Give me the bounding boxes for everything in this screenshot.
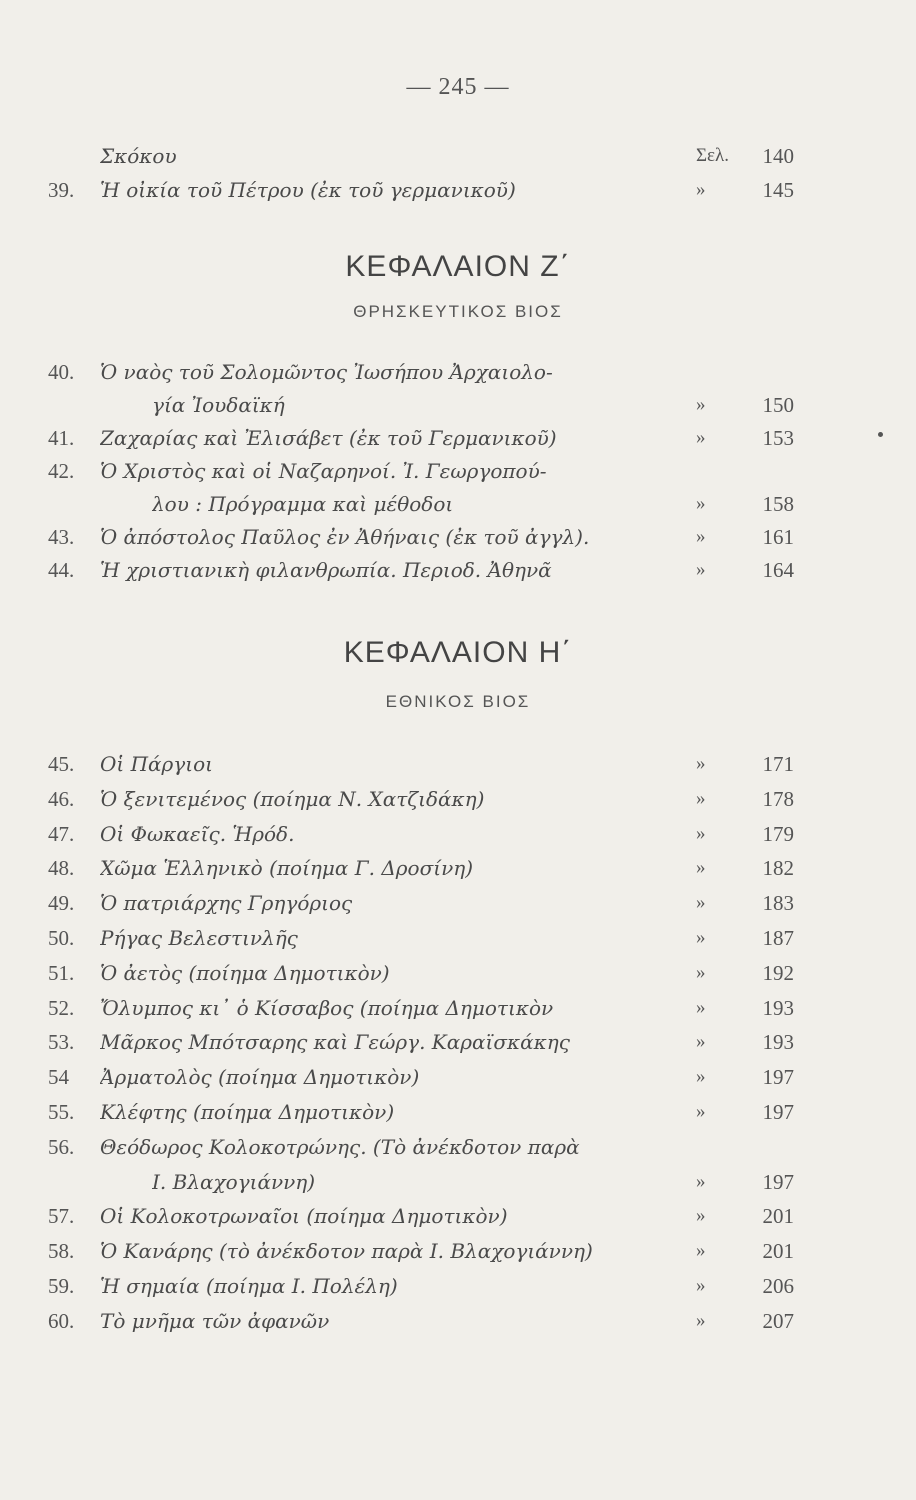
entry-title: Ι. Βλαχογιάννη): [152, 1169, 316, 1194]
entry-number: 43.: [48, 525, 75, 549]
entry-title: Ὁ ἀετὸς (ποίημα Δημοτικὸν): [100, 960, 390, 985]
entry-page-number: 197: [762, 1100, 794, 1124]
chapter-h-heading: ΚΕΦΑΛΑΙΟΝ Η΄: [343, 636, 573, 669]
entry-page-mark: »: [696, 822, 706, 844]
entry-page-mark: »: [696, 996, 706, 1018]
entry-page-number: 161: [762, 525, 794, 549]
entry-title: γία Ἰουδαϊκή: [152, 393, 285, 417]
toc-entry: [48, 1303, 808, 1339]
print-speck: [878, 432, 883, 437]
chapter-z-subheading: ΘΡΗΣΚΕΥΤΙΚΟΣ ΒΙΟΣ: [353, 302, 563, 321]
toc-entry: [48, 1198, 808, 1234]
entry-page-mark: »: [696, 1275, 706, 1296]
entry-page-number: 187: [762, 926, 794, 950]
toc-entry: [48, 1164, 808, 1200]
chapter-z-heading: ΚΕΦΑΛΑΙΟΝ Ζ΄: [345, 250, 571, 283]
entry-page-number: 197: [762, 1169, 794, 1194]
entry-page-mark: »: [696, 394, 706, 415]
entry-number: 39.: [48, 178, 75, 202]
entry-page-mark: »: [696, 526, 706, 547]
entry-page-mark: »: [696, 1066, 706, 1088]
entry-title: Ὄλυμπος κι᾽ ὁ Κίσσαβος (ποίημα Δημοτικὸν: [100, 995, 554, 1020]
entry-page-mark: »: [696, 559, 706, 580]
page-number: — 245 —: [406, 74, 510, 100]
entry-number: 40.: [48, 360, 75, 384]
toc-entry: [48, 1059, 808, 1095]
entry-title: Κλέφτης (ποίημα Δημοτικὸν): [100, 1100, 395, 1124]
entry-title: Μᾶρκος Μπότσαρης καὶ Γεώργ. Καραϊσκάκης: [100, 1030, 570, 1055]
entry-page-number: 171: [762, 752, 794, 776]
toc-entry: [48, 1024, 808, 1060]
toc-entry: [48, 1094, 808, 1130]
entry-page-mark: »: [696, 892, 706, 914]
entry-title: Ἡ σημαία (ποίημα Ι. Πολέλη): [100, 1274, 398, 1298]
entry-page-mark: »: [696, 753, 706, 774]
entry-number: 47.: [48, 821, 75, 846]
entry-number: 46.: [48, 786, 75, 811]
toc-entry: [48, 387, 808, 423]
entry-page-mark: »: [696, 1170, 706, 1192]
entry-title: Ὁ πατριάρχης Γρηγόριος: [100, 891, 353, 916]
entry-page-number: 164: [762, 558, 794, 582]
entry-number: 50.: [48, 926, 75, 950]
entry-page-number: 182: [762, 856, 794, 881]
toc-entry: [48, 850, 808, 886]
entry-page-number: 193: [762, 995, 794, 1020]
toc-entry: [48, 519, 808, 555]
entry-page-mark: »: [696, 1309, 706, 1331]
entry-number: 54: [48, 1065, 69, 1090]
entry-page-number: 145: [762, 178, 794, 202]
entry-title: Ὁ ἀπόστολος Παῦλος ἐν Ἀθήναις (ἐκ τοῦ ἀγγλ).: [100, 525, 590, 549]
toc-entry: [48, 746, 808, 782]
entry-page-number: 192: [762, 960, 794, 985]
entry-title: λου : Πρόγραμμα καὶ μέθοδοι: [152, 492, 454, 516]
entry-title: Ὁ Χριστὸς καὶ οἱ Ναζαρηνοί. Ἰ. Γεωργοπού-: [100, 459, 547, 483]
entry-page-number: 206: [762, 1274, 794, 1298]
entry-page-number: 197: [762, 1065, 794, 1090]
entry-number: 51.: [48, 960, 75, 985]
entry-page-number: 193: [762, 1030, 794, 1055]
toc-entry: [48, 354, 808, 390]
entry-page-mark: »: [696, 787, 706, 809]
entry-page-number: 153: [762, 426, 794, 450]
entry-page-mark: »: [696, 1101, 706, 1122]
entry-number: 60.: [48, 1308, 75, 1333]
entry-title: Ὁ ναὸς τοῦ Σολομῶντος Ἰωσήπου Ἀρχαιολο-: [100, 360, 553, 384]
entry-page-number: 201: [762, 1204, 794, 1229]
toc-entry: [48, 1233, 808, 1269]
entry-page-mark: »: [696, 1240, 706, 1262]
entry-page-number: 140: [762, 144, 794, 168]
entry-number: 57.: [48, 1204, 75, 1229]
entry-page-number: 183: [762, 891, 794, 916]
toc-entry: [48, 453, 808, 489]
toc-entry: [48, 552, 808, 588]
toc-entry: [48, 955, 808, 991]
chapter-h-subheading: ΕΘΝΙΚΟΣ ΒΙΟΣ: [385, 692, 531, 711]
entry-number: 41.: [48, 426, 75, 450]
entry-page-mark: Σελ.: [696, 145, 729, 166]
toc-entry: [48, 920, 808, 956]
entry-page-mark: »: [696, 493, 706, 514]
toc-entry: [48, 1129, 808, 1165]
entry-page-number: 158: [762, 492, 794, 516]
entry-number: 42.: [48, 459, 75, 483]
entry-page-mark: »: [696, 961, 706, 983]
entry-title: Οἱ Φωκαεῖς. Ἡρόδ.: [100, 821, 295, 846]
entry-title: Ρήγας Βελεστινλῆς: [100, 926, 298, 950]
entry-page-mark: »: [696, 927, 706, 948]
entry-page-number: 201: [762, 1239, 794, 1264]
entry-title: Οἱ Πάργιοι: [100, 752, 213, 776]
entry-number: 56.: [48, 1134, 75, 1159]
entry-number: 59.: [48, 1274, 75, 1298]
entry-title: Ἡ χριστιανικὴ φιλανθρωπία. Περιοδ. Ἀθηνᾶ: [100, 558, 552, 582]
toc-entry: [48, 172, 808, 208]
entry-title: Ἡ οἰκία τοῦ Πέτρου (ἐκ τοῦ γερμανικοῦ): [100, 178, 516, 202]
entry-page-number: 179: [762, 821, 794, 846]
toc-entry: [48, 816, 808, 852]
entry-page-mark: »: [696, 1031, 706, 1053]
entry-number: 52.: [48, 995, 75, 1020]
entry-number: 49.: [48, 891, 75, 916]
toc-entry: [48, 1268, 808, 1304]
toc-entry: [48, 420, 808, 456]
entry-title: Ἀρματολὸς (ποίημα Δημοτικὸν): [100, 1065, 420, 1090]
entry-number: 58.: [48, 1239, 75, 1264]
toc-entry: [48, 990, 808, 1026]
entry-title: Ὁ Κανάρης (τὸ ἀνέκδοτον παρὰ Ι. Βλαχογιάννη): [100, 1239, 593, 1264]
entry-page-number: 207: [762, 1308, 794, 1333]
toc-entry: [48, 781, 808, 817]
entry-page-mark: »: [696, 857, 706, 879]
entry-title: Χῶμα Ἑλληνικὸ (ποίημα Γ. Δροσίνη): [100, 856, 474, 881]
entry-page-mark: »: [696, 179, 706, 200]
entry-title: Σκόκου: [100, 144, 177, 168]
entry-number: 44.: [48, 558, 75, 582]
entry-page-number: 150: [762, 393, 794, 417]
entry-title: Ζαχαρίας καὶ Ἐλισάβετ (ἐκ τοῦ Γερμανικοῦ): [100, 426, 557, 450]
entry-number: 45.: [48, 752, 75, 776]
entry-title: Οἱ Κολοκοτρωναῖοι (ποίημα Δημοτικὸν): [100, 1204, 508, 1229]
entry-page-mark: »: [696, 427, 706, 448]
toc-entry: [48, 885, 808, 921]
toc-entry: [48, 138, 808, 174]
toc-entry: [48, 486, 808, 522]
entry-title: Τὸ μνῆμα τῶν ἀφανῶν: [100, 1308, 330, 1333]
entry-page-number: 178: [762, 786, 794, 811]
entry-number: 55.: [48, 1100, 75, 1124]
entry-number: 48.: [48, 856, 75, 881]
entry-page-mark: »: [696, 1205, 706, 1227]
entry-title: Ὁ ξενιτεμένος (ποίημα Ν. Χατζιδάκη): [100, 786, 485, 811]
entry-title: Θεόδωρος Κολοκοτρώνης. (Τὸ ἀνέκδοτον παρὰ: [100, 1134, 580, 1159]
entry-number: 53.: [48, 1030, 75, 1055]
